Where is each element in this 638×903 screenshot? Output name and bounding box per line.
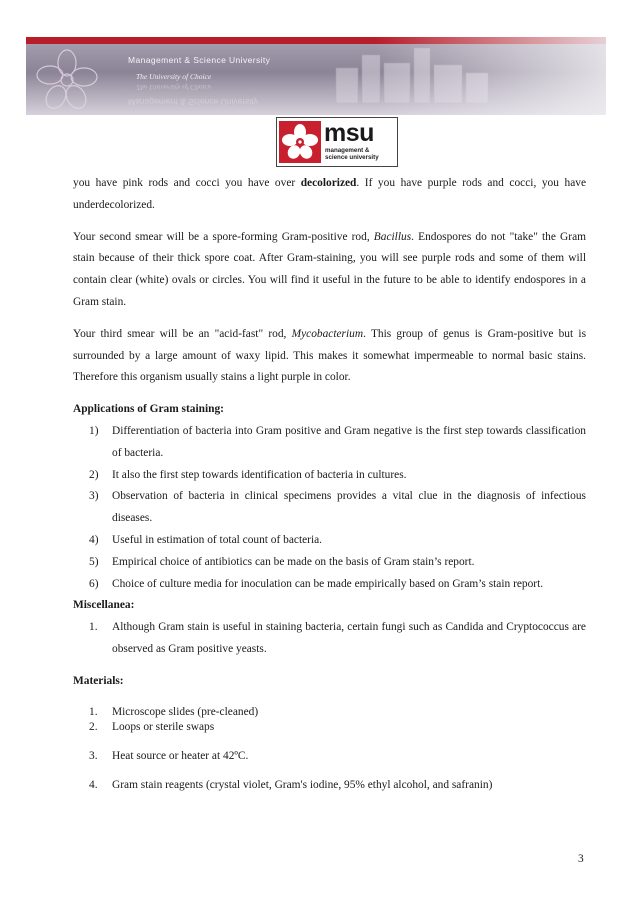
list-item-text: Useful in estimation of total count of bacteria. bbox=[112, 533, 323, 546]
materials-list-continued bbox=[73, 778, 586, 793]
logo-subtitle-line-2: science university bbox=[325, 154, 379, 161]
list-item-text: Loops or sterile swaps bbox=[112, 720, 215, 733]
list-number: 5) bbox=[89, 555, 99, 568]
header-banner bbox=[26, 37, 606, 115]
paragraph-text: . If you have purple rods and cocci, you have underdecolorized. bbox=[73, 177, 586, 211]
paragraph-text: Your second smear will be a spore-forming Gram-positive rod, bbox=[73, 230, 374, 243]
list-item bbox=[73, 421, 586, 465]
document-body bbox=[73, 173, 586, 793]
list-item-text: Gram stain reagents (crystal violet, Gram's iodine, 95% ethyl alcohol, and safranin) bbox=[112, 778, 493, 791]
paragraph-mycobacterium bbox=[73, 324, 586, 389]
list-item bbox=[73, 778, 586, 793]
banner-fade-overlay bbox=[376, 37, 606, 115]
list-number: 3) bbox=[89, 490, 99, 503]
paragraph-text: . This group of genus is Gram-positive but is surrounded by a large amount of waxy lipid. This makes it somewhat impermeable to normal basic stains. Therefore this organism usually stains a light purple in color. bbox=[73, 327, 586, 384]
species-name: Mycobacterium bbox=[291, 327, 364, 340]
list-item-text: Choice of culture media for inoculation can be made empirically based on Gram’s stain report. bbox=[112, 577, 544, 590]
list-number: 2. bbox=[89, 720, 98, 733]
paragraph-bacillus bbox=[73, 227, 586, 314]
list-item-text: Observation of bacteria in clinical specimens provides a vital clue in the diagnosis of infectious diseases. bbox=[112, 490, 586, 525]
msu-logo bbox=[276, 117, 398, 167]
materials-heading: Materials: bbox=[73, 674, 124, 687]
materials-list bbox=[73, 705, 586, 735]
list-item bbox=[73, 486, 586, 530]
list-item bbox=[73, 749, 586, 764]
list-item-text: Although Gram stain is useful in staining bacteria, certain fungi such as Candida and Cryptococcus are observed as Gram positive yeasts. bbox=[112, 621, 586, 655]
list-item-text: Differentiation of bacteria into Gram positive and Gram negative is the first step towards classification of bacteria. bbox=[112, 424, 586, 459]
list-item bbox=[73, 465, 586, 487]
banner-motto: The University of Choice bbox=[136, 72, 212, 81]
hibiscus-logo-icon bbox=[279, 121, 321, 163]
emphasis-term: decolorized bbox=[300, 177, 357, 189]
logo-subtitle bbox=[325, 147, 379, 161]
paragraph-text: . Endospores do not "take" the Gram stain because of their thick spore coat. After Gram-staining, you will see purple rods and some of them will contain clear (white) ovals or circles. You will find it useful in the future to be able to identify endospores in a Gram stain. bbox=[73, 230, 586, 308]
paragraph-decolorization bbox=[73, 173, 586, 217]
applications-heading: Applications of Gram staining: bbox=[73, 403, 224, 416]
banner-motto-reflection: The University of Choice bbox=[136, 83, 212, 92]
paragraph-text: Your third smear will be an "acid-fast" rod, bbox=[73, 327, 292, 340]
applications-list bbox=[73, 421, 586, 595]
list-number: 6) bbox=[89, 577, 99, 590]
species-name: Bacillus bbox=[373, 230, 412, 243]
list-item bbox=[73, 552, 586, 574]
list-number: 1. bbox=[89, 705, 98, 718]
list-number: 1) bbox=[89, 424, 99, 437]
miscellanea-heading: Miscellanea: bbox=[73, 599, 135, 612]
list-item bbox=[73, 574, 586, 596]
list-item-text: Microscope slides (pre-cleaned) bbox=[112, 705, 259, 718]
list-number: 4) bbox=[89, 533, 99, 546]
list-item bbox=[73, 720, 586, 735]
page-number: 3 bbox=[578, 853, 584, 865]
banner-university-name: Management & Science University bbox=[128, 55, 271, 65]
list-item bbox=[73, 617, 586, 661]
hibiscus-watermark-icon bbox=[32, 45, 102, 115]
logo-subtitle-line-1: management & bbox=[325, 147, 370, 154]
banner-title-reflection: Management & Science University bbox=[128, 97, 258, 107]
materials-list-continued bbox=[73, 749, 586, 764]
list-item-text: Empirical choice of antibiotics can be made on the basis of Gram stain’s report. bbox=[112, 555, 475, 568]
list-item-text: Heat source or heater at 42ºC. bbox=[112, 749, 249, 762]
list-item bbox=[73, 530, 586, 552]
list-item-text: It also the first step towards identification of bacteria in cultures. bbox=[112, 468, 407, 481]
list-item bbox=[73, 705, 586, 720]
logo-wordmark: msu bbox=[324, 119, 374, 147]
miscellanea-list bbox=[73, 617, 586, 661]
list-number: 1. bbox=[89, 621, 98, 634]
paragraph-text: you have pink rods and cocci you have over bbox=[73, 177, 301, 189]
list-number: 3. bbox=[89, 749, 98, 762]
list-number: 4. bbox=[89, 778, 98, 791]
list-number: 2) bbox=[89, 468, 99, 481]
